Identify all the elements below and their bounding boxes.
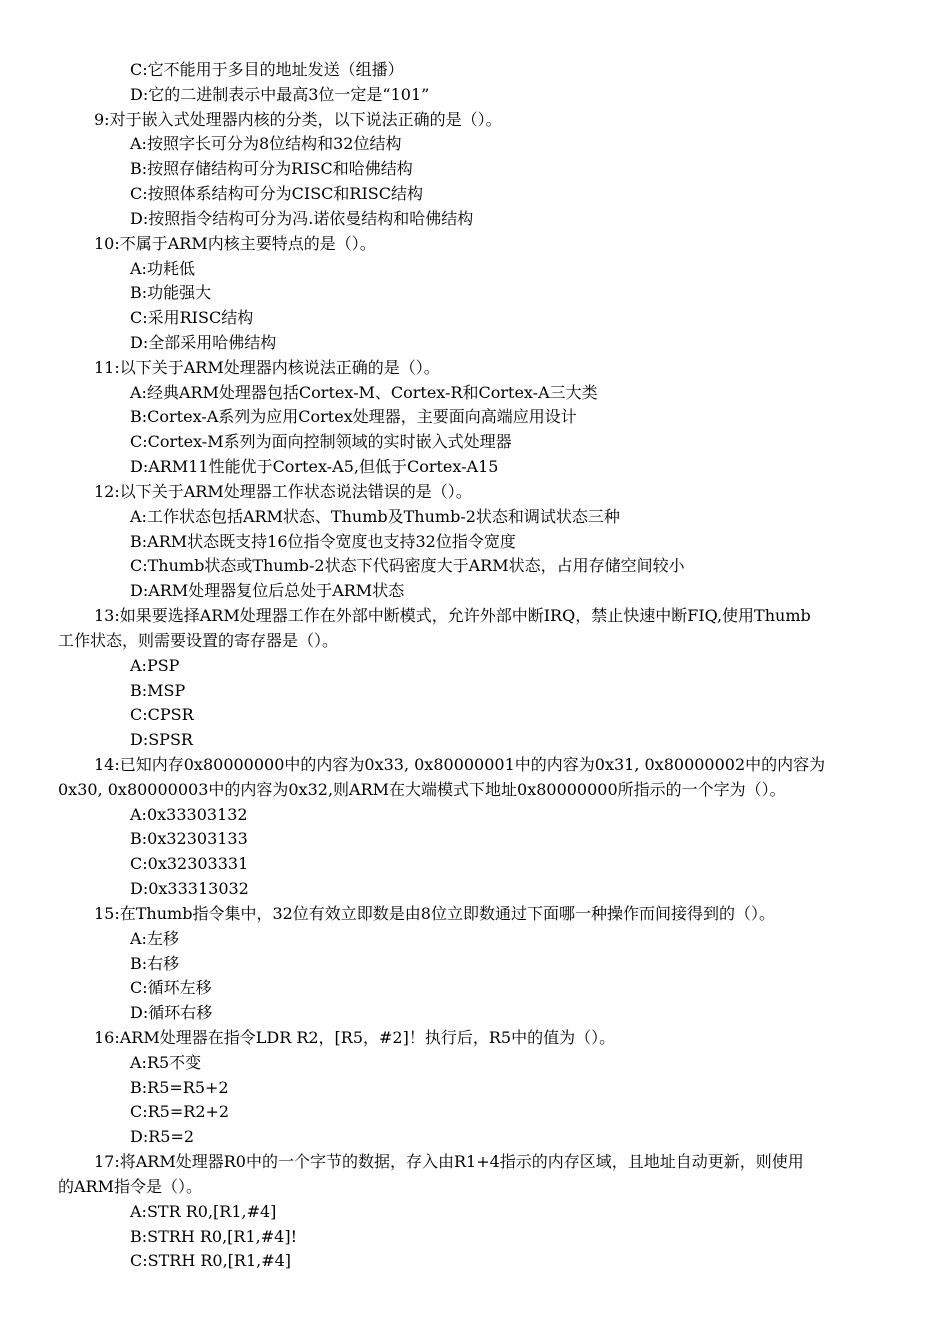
option-line: A:经典ARM处理器包括Cortex-M、Cortex-R和Cortex-A三大类 xyxy=(130,382,598,402)
option-line: A:R5不变 xyxy=(130,1052,202,1072)
option-line: D:它的二进制表示中最高3位一定是“101” xyxy=(130,84,430,104)
option-line: C:循环左移 xyxy=(130,978,212,998)
option-line: A:0x33303132 xyxy=(130,804,248,824)
option-line: A:功耗低 xyxy=(130,258,195,278)
option-line: B:0x32303133 xyxy=(130,829,248,849)
option-line: B:右移 xyxy=(130,953,180,973)
option-line: C:STRH R0,[R1,#4] xyxy=(130,1251,292,1271)
option-line: C:R5=R2+2 xyxy=(130,1102,230,1122)
option-line: C:Thumb状态或Thumb-2状态下代码密度大于ARM状态，占用存储空间较小 xyxy=(130,556,685,576)
question-line: 15:在Thumb指令集中，32位有效立即数是由8位立即数通过下面哪一种操作而间接得到的（）。 xyxy=(94,903,775,923)
option-line: A:左移 xyxy=(130,928,179,948)
option-line: B:ARM状态既支持16位指令宽度也支持32位指令宽度 xyxy=(130,531,516,551)
question-line: 12:以下关于ARM处理器工作状态说法错误的是（）。 xyxy=(94,481,472,501)
option-line: C:按照体系结构可分为CISC和RISC结构 xyxy=(130,184,423,204)
option-line: B:MSP xyxy=(130,680,186,700)
question-line: 16:ARM处理器在指令LDR R2，[R5，#2]！执行后，R5中的值为（）。 xyxy=(94,1027,616,1047)
option-line: D:R5=2 xyxy=(130,1127,195,1147)
question-line: 14:已知内存0x80000000中的内容为0x33, 0x80000001中的内容为0x31, 0x80000002中的内容为 xyxy=(94,754,826,774)
question-line: 11:以下关于ARM处理器内核说法正确的是（）。 xyxy=(94,357,440,377)
option-line: C:它不能用于多目的地址发送（组播） xyxy=(130,60,404,79)
option-line: D:按照指令结构可分为冯.诺依曼结构和哈佛结构 xyxy=(130,208,474,228)
option-line: A:PSP xyxy=(130,655,180,675)
option-line: D:循环右移 xyxy=(130,1003,213,1023)
option-line: B:功能强大 xyxy=(130,283,212,303)
option-line: A:STR R0,[R1,#4] xyxy=(130,1201,277,1221)
option-line: D:SPSR xyxy=(130,730,193,750)
option-line: C:CPSR xyxy=(130,705,194,725)
question-line: 17:将ARM处理器R0中的一个字节的数据，存入由R1+4指示的内存区域，且地址自动更新，则使用 xyxy=(94,1152,804,1172)
option-line: A:工作状态包括ARM状态、Thumb及Thumb-2状态和调试状态三种 xyxy=(130,506,620,526)
option-line: B:Cortex-A系列为应用Cortex处理器，主要面向高端应用设计 xyxy=(130,407,577,427)
option-line: B:按照存储结构可分为RISC和哈佛结构 xyxy=(130,159,413,179)
question-continuation-line: 的ARM指令是（）。 xyxy=(58,1176,202,1196)
question-line: 10:不属于ARM内核主要特点的是（）。 xyxy=(94,233,376,253)
option-line: A:按照字长可分为8位结构和32位结构 xyxy=(130,134,402,154)
option-line: C:0x32303331 xyxy=(130,854,249,874)
option-line: D:ARM11性能优于Cortex-A5,但低于Cortex-A15 xyxy=(130,457,499,477)
option-line: C:采用RISC结构 xyxy=(130,308,254,328)
question-line: 9:对于嵌入式处理器内核的分类，以下说法正确的是（）。 xyxy=(94,109,502,129)
option-line: D:0x33313032 xyxy=(130,879,249,899)
question-continuation-line: 工作状态，则需要设置的寄存器是（）。 xyxy=(58,630,339,650)
option-line: D:全部采用哈佛结构 xyxy=(130,333,277,353)
question-continuation-line: 0x30, 0x80000003中的内容为0x32,则ARM在大端模式下地址0x80000000所指示的一个字为（）。 xyxy=(58,779,786,799)
question-line: 13:如果要选择ARM处理器工作在外部中断模式，允许外部中断IRQ，禁止快速中断FIQ,使用Thumb xyxy=(94,606,811,626)
option-line: C:Cortex-M系列为面向控制领域的实时嵌入式处理器 xyxy=(130,432,512,452)
option-line: B:R5=R5+2 xyxy=(130,1077,229,1097)
option-line: D:ARM处理器复位后总处于ARM状态 xyxy=(130,581,405,601)
option-line: B:STRH R0,[R1,#4]! xyxy=(130,1226,297,1246)
